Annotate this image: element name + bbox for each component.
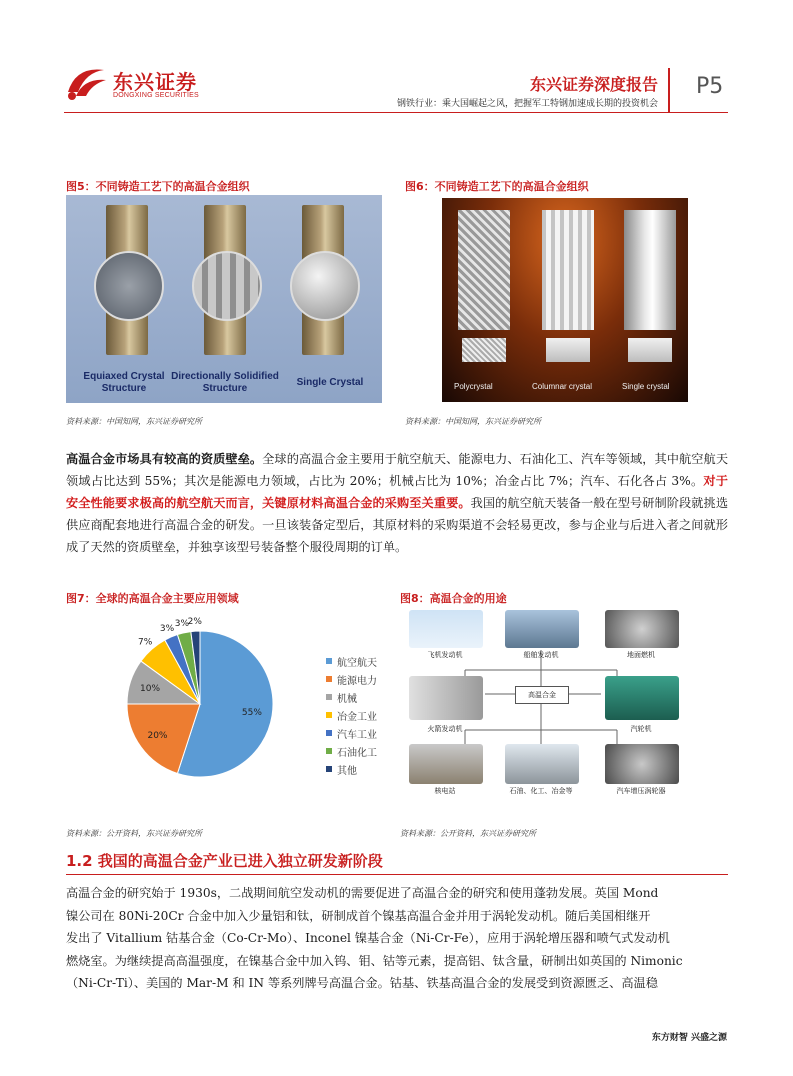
fig5-label-single: Single Crystal (296, 377, 364, 388)
root-polycrystal (462, 338, 506, 362)
legend-item (326, 688, 377, 706)
footer-slogan: 东方财智 兴盛之源 (651, 1033, 727, 1043)
fig5-label-equiaxed: Equiaxed Crystal Structure (83, 371, 165, 394)
section-title: 1.2 我国的高温合金产业已进入独立研发新阶段 (66, 852, 383, 870)
section-line: 燃烧室。为继续提高高温强度，在镍基合金中加入钨、钼、钴等元素，提高铝、钛含量，研制出如英国的 Nimonic (66, 953, 683, 968)
pie-label-4: 3% (159, 623, 175, 634)
fig6-source: 资料来源：中国知网，东兴证券研究所 (405, 417, 541, 426)
section-line: 高温合金的研究始于 1930s，二战期间航空发动机的需要促进了高温合金的研究和使用蓬勃发展。英国 Mond (66, 886, 659, 900)
section-body (66, 882, 728, 995)
legend-swatch (326, 712, 332, 718)
nuclear-plant-image (409, 744, 483, 784)
steam-turbine-image (605, 676, 679, 720)
disc-equiaxed (94, 251, 164, 321)
section-line: 镍公司在 80Ni-20Cr 合金中加入少量铝和钛，研制成首个镍基高温合金并用于涡轮发动机。随后美国相继开 (66, 908, 651, 923)
logo-text-en: DONGXING SECURITIES (113, 92, 199, 99)
legend-item (326, 706, 377, 724)
legend-label: 能源电力 (337, 675, 377, 687)
ship-engine-image (505, 610, 579, 648)
legend-label: 石油化工 (337, 747, 377, 759)
paragraph-text-1: 全球的高温合金主要用于航空航天、能源电力、石油化工、汽车等领域，其中航空航天领域占比达到 55%；其次是能源电力领域，占比为 20%；机械占比为 10%；冶金占比 7%；汽车、石化各占 3%。 (66, 452, 729, 488)
fig6-label-single: Single crystal (622, 382, 670, 391)
fig5-image (66, 195, 382, 403)
fig8-label-steam-turbine: 汽轮机 (630, 725, 652, 733)
pie-chart (100, 612, 300, 802)
fig8-label-rocket: 火箭发动机 (427, 725, 463, 733)
fig5-label-directional: Directionally Solidified Structure (171, 371, 279, 394)
legend-item (326, 724, 377, 742)
root-columnar (546, 338, 590, 362)
legend-label: 航空航天 (337, 657, 377, 669)
paragraph-highlight: 对于安全性能要求极高的航空航天而言，关键原材料高温合金的采购至关重要。 (66, 474, 728, 510)
pie-label-0: 55% (241, 708, 262, 719)
page-number: P5 (696, 74, 724, 99)
fig7-source: 资料来源：公开资料，东兴证券研究所 (66, 829, 202, 838)
fig5-source: 资料来源：中国知网，东兴证券研究所 (66, 417, 202, 426)
disc-single (290, 251, 360, 321)
section-rule (66, 874, 728, 875)
fig6-caption: 图6：不同铸造工艺下的高温合金组织 (405, 180, 589, 193)
legend-swatch (326, 748, 332, 754)
paragraph-lead: 高温合金市场具有较高的资质壁垒。 (66, 452, 263, 466)
root-single-crystal (628, 338, 672, 362)
blade-columnar (542, 210, 594, 330)
legend-swatch (326, 658, 332, 664)
section-line: 发出了 Vitallium 钴基合金（Co-Cr-Mo）、Inconel 镍基合金（Ni-Cr-Fe），应用于涡轮增压器和喷气式发动机 (66, 931, 670, 945)
fig8-label-ship: 船舶发动机 (523, 651, 559, 659)
fig8-caption: 图8：高温合金的用途 (400, 592, 507, 605)
pie-label-6: 2% (187, 617, 202, 628)
fig8-label-aircraft: 飞机发动机 (427, 651, 463, 659)
fig8-center-node: 高温合金 (515, 686, 569, 704)
section-line: （Ni-Cr-Ti）、美国的 Mar-M 和 IN 等系列牌号高温合金。钴基、铁基高温合金的发展受到资源匮乏、高温稳 (66, 976, 658, 990)
pie-label-2: 10% (140, 683, 161, 694)
header-rule (64, 112, 728, 113)
fig7-caption: 图7：全球的高温合金主要应用领域 (66, 592, 239, 605)
blade-polycrystal (458, 210, 510, 330)
header-divider (668, 68, 670, 112)
legend-item (326, 742, 377, 760)
fig8-diagram (405, 610, 690, 800)
pie-legend (326, 652, 377, 778)
company-logo-icon (64, 62, 108, 102)
aircraft-engine-image (409, 610, 483, 648)
pie-label-5: 3% (174, 618, 190, 629)
legend-swatch (326, 730, 332, 736)
paragraph-qualification-barrier (66, 448, 728, 558)
fig6-label-polycrystal: Polycrystal (454, 382, 493, 391)
logo-text-cn: 东兴证券 (113, 70, 197, 94)
legend-item (326, 670, 377, 688)
fig8-label-petrochem: 石油、化工、冶金等 (509, 787, 573, 795)
legend-item (326, 760, 377, 778)
turbocharger-image (605, 744, 679, 784)
fig8-label-turbocharger: 汽车增压涡轮器 (616, 787, 666, 795)
report-title: 东兴证券深度报告 (529, 75, 658, 94)
fig6-image (442, 198, 688, 402)
legend-label: 汽车工业 (337, 729, 377, 741)
legend-swatch (326, 694, 332, 700)
legend-label: 冶金工业 (337, 711, 377, 723)
legend-item (326, 652, 377, 670)
fig5-caption: 图5：不同铸造工艺下的高温合金组织 (66, 180, 250, 193)
pie-label-3: 7% (137, 637, 153, 648)
legend-label: 其他 (337, 765, 357, 777)
blade-single-crystal (624, 210, 676, 330)
petrochemical-image (505, 744, 579, 784)
legend-swatch (326, 766, 332, 772)
fig6-label-columnar: Columnar crystal (532, 382, 593, 391)
fig8-source: 资料来源：公开资料，东兴证券研究所 (400, 829, 536, 838)
rocket-engine-image (409, 676, 483, 720)
paragraph-text-2: 我国的航空航天装备一般在型号研制阶段就挑选供应商配套地进行高温合金的研发。一旦该装备定型后，其原材料的采购渠道不会轻易更改，参与企业与后进入者之间就形成了天然的资质壁垒，并独享该型号装备整个服役周期的订单。 (66, 496, 729, 554)
report-subtitle: 钢铁行业：乘大国崛起之风，把握军工特钢加速成长期的投资机会 (396, 99, 658, 109)
pie-label-1: 20% (147, 730, 168, 741)
fig8-label-gas-turbine: 地面燃机 (627, 651, 655, 659)
gas-turbine-image (605, 610, 679, 648)
fig8-label-nuclear: 核电站 (434, 787, 456, 795)
legend-swatch (326, 676, 332, 682)
legend-label: 机械 (337, 693, 357, 705)
disc-directional (192, 251, 262, 321)
